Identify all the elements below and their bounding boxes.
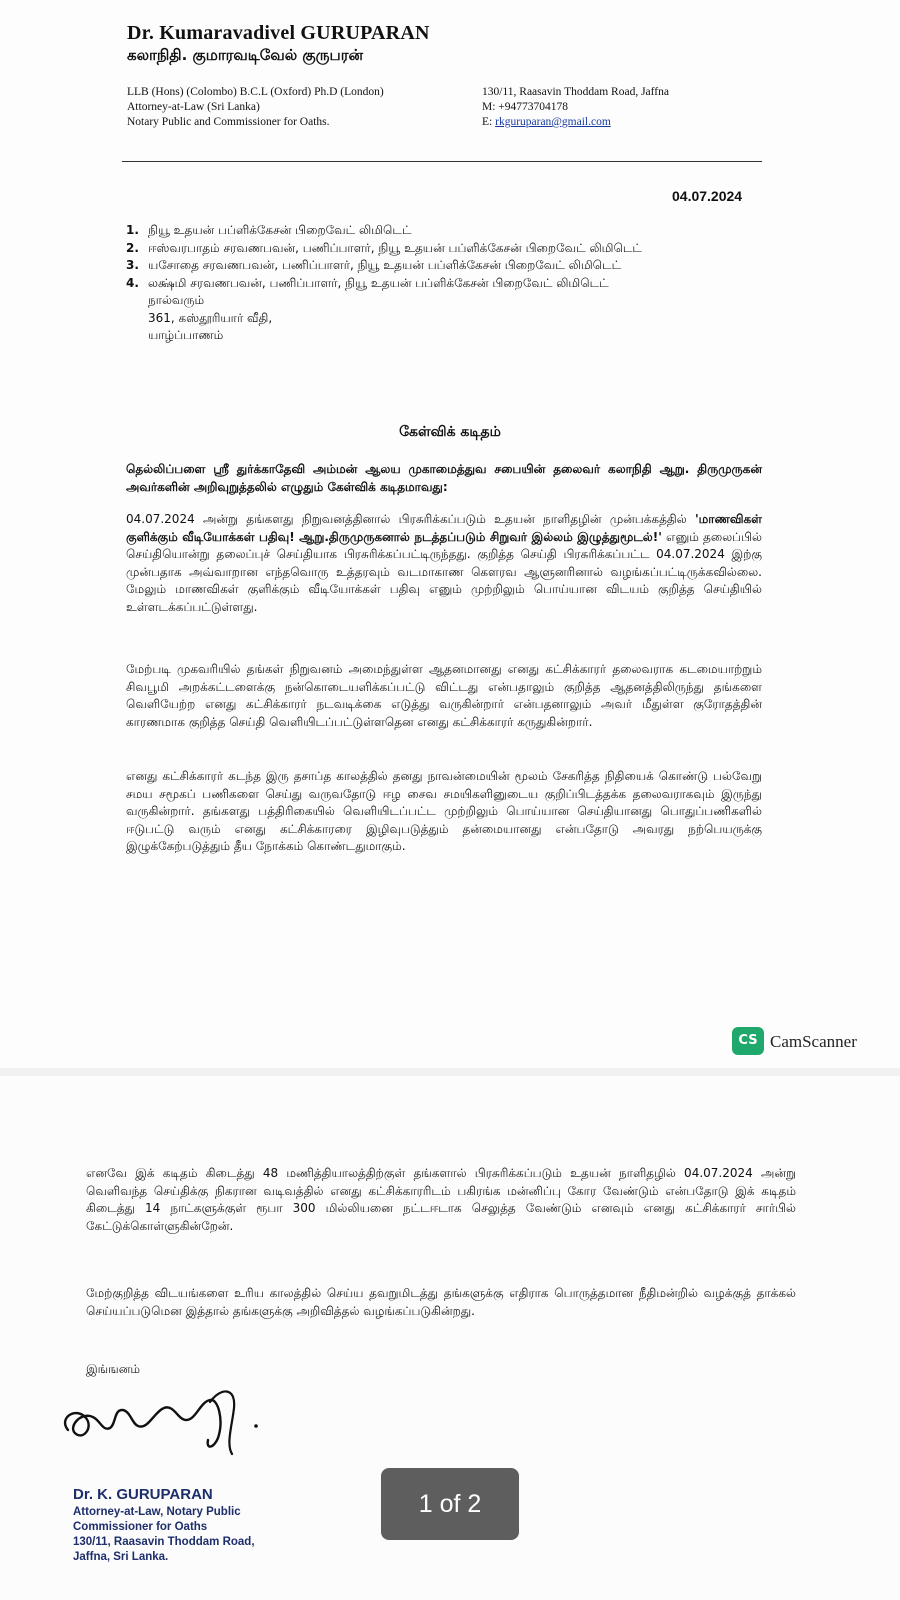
recipient-number: 3. <box>126 258 139 272</box>
recipient-item <box>126 222 746 240</box>
header-divider <box>122 161 762 162</box>
contact-email-row <box>482 115 669 130</box>
recipient-number: 1. <box>126 223 139 237</box>
letterhead-name-tamil: கலாநிதி. குமாரவடிவேல் குருபரன் <box>127 46 363 64</box>
body-paragraph-1 <box>126 511 762 616</box>
body-paragraph-2: மேற்படி முகவரியில் தங்கள் நிறுவனம் அமைந்துள்ள ஆதனமானது எனது கட்சிக்காரர் தலைவராக கடமையாற்றும் சிவபூமி அறக்கட்டளைக்கு நன்கொடையளிக்கப்பட்டு விட்டது என்பதாலும் குறித்த ஆதனத்திலிருந்து தங்களை வெளியேற்ற எனது கட்சிக்காரர் நடவடிக்கை எடுத்து வருகின்றார் என்பதனாலும் அவர் மீதுள்ள குரோதத்தின் காரணமாக குறித்த செய்தி வெளியிடப்பட்டுள்ளதென எனது கட்சிக்காரர் கருதுகின்றார். <box>126 662 762 729</box>
letter-title: கேள்விக் கடிதம் <box>399 424 501 440</box>
recipient-number: 2. <box>126 240 139 255</box>
contact-mobile: M: +94773704178 <box>482 101 569 113</box>
recipient-text: யசோதை சரவணபவன், பணிப்பாளர், நியூ உதயன் பப்ளிக்கேசன் பிறைவேட் லிமிடெட் <box>148 258 622 272</box>
address-line: 361, கஸ்தூரியார் வீதி, <box>148 310 273 325</box>
address-line: நால்வரும் <box>148 293 205 307</box>
letter-date: 04.07.2024 <box>672 188 743 204</box>
demand-paragraph: எனவே இக் கடிதம் கிடைத்து 48 மணித்தியாலத்திற்குள் தங்களால் பிரசுரிக்கப்படும் உதயன் நாளிதழில் 04.07.2024 அன்று வெளிவந்த செய்திக்கு நிகரான வடிவத்தில் எனது கட்சிக்காரரிடம் பகிரங்க மன்னிப்பு கோர வேண்டும் என்பதோடு இக் கடிதம் கிடைத்து 14 நாட்களுக்குள் ரூபா 300 மில்லியனை நட்டஈடாக செலுத்த வேண்டும் எனவும் எனது கட்சிக்காரர் சார்பில் கேட்டுக்கொள்ளுகின்றேன். <box>86 1166 796 1233</box>
letterhead-name: Dr. Kumaravadivel GURUPARAN <box>127 22 430 44</box>
signer-line: 130/11, Raasavin Thoddam Road, <box>73 1536 255 1548</box>
closing-salutation: இங்ஙனம் <box>86 1362 140 1376</box>
recipient-item <box>126 257 746 275</box>
page-indicator: 1 of 2 <box>381 1468 519 1540</box>
recipient-text: ஈஸ்வரபாதம் சரவணபவன், பணிப்பாளர், நியூ உதயன் பப்ளிக்கேசன் பிறைவேட் லிமிடெட் <box>148 240 642 255</box>
email-prefix: E: <box>482 116 496 128</box>
recipient-text: நியூ உதயன் பப்ளிக்கேசன் பிறைவேட் லிமிடெட் <box>148 223 412 237</box>
recipient-item <box>126 240 746 258</box>
credentials-line: LLB (Hons) (Colombo) B.C.L (Oxford) Ph.D (London) <box>127 86 384 98</box>
recipient-number: 4. <box>126 275 139 290</box>
headline-quote: 'மாணவிகள் குளிக்கும் வீடியோக்கள் பதிவு! ஆறு.திருமுருகனால் நடத்தப்படும் சிறுவர் இல்லம் இழுத்துமூடல்!' <box>126 512 762 544</box>
para1-start: 04.07.2024 அன்று தங்களது நிறுவனத்தினால் பிரசுரிக்கப்படும் உதயன் நாளிதழின் முன்பக்கத்தில் <box>126 512 695 526</box>
signer-line: Commissioner for Oaths <box>73 1521 208 1533</box>
para1-rest: எனும் தலைப்பில் செய்தியொன்று தலைப்புச் செய்தியாக பிரசுரிக்கப்பட்டிருந்தது. குறித்த செய்தி பிரசுரிக்கப்பட்ட 04.07.2024 இற்கு முன்பதாக அவ்வாறான எந்தவொரு உத்தரவும் வடமாகாண கௌரவ ஆளுனரினால் வழங்கப்பட்டிருக்கவில்லை. மேலும் மாணவிகள் குளிக்கும் வீடியோக்கள் பதிவு எனும் முற்றிலும் பொய்யான விடயம் குறித்த செய்தியில் உள்ளடக்கப்பட்டுள்ளது. <box>126 529 763 614</box>
credentials-line: Notary Public and Commissioner for Oaths. <box>127 116 330 128</box>
recipient-text: லக்ஷ்மி சரவணபவன், பணிப்பாளர், நியூ உதயன் பப்ளிக்கேசன் பிறைவேட் லிமிடெட் <box>148 275 609 290</box>
recipient-address <box>126 292 746 345</box>
intro-paragraph: தெல்லிப்பளை ஸ்ரீ துர்க்காதேவி அம்மன் ஆலய முகாமைத்துவ சபையின் தலைவர் கலாநிதி ஆறு. திருமுருகன் அவர்களின் அறிவுறுத்தலில் எழுதும் கேள்விக் கடிதமாவது: <box>126 462 762 494</box>
letterhead-contact <box>482 85 669 130</box>
contact-email-link[interactable]: rkguruparan@gmail.com <box>495 116 611 128</box>
notice-paragraph: மேற்குறித்த விடயங்களை உரிய காலத்தில் செய்ய தவறுமிடத்து தங்களுக்கு எதிராக பொருத்தமான நீதிமன்றில் வழக்குத் தாக்கல் செய்யப்படுமென இத்தால் தங்களுக்கு அறிவித்தல் வழங்கப்படுகின்றது. <box>86 1286 796 1318</box>
signer-name: Dr. K. GURUPARAN <box>73 1486 213 1503</box>
signer-details <box>73 1505 255 1565</box>
signer-line: Attorney-at-Law, Notary Public <box>73 1506 241 1518</box>
recipient-block <box>126 222 746 345</box>
signer-line: Jaffna, Sri Lanka. <box>73 1551 169 1563</box>
recipient-item <box>126 275 746 293</box>
letterhead-credentials <box>127 85 384 130</box>
page-separator <box>0 1068 900 1076</box>
body-paragraph-3: எனது கட்சிக்காரர் கடந்த இரு தசாப்த காலத்தில் தனது நாவன்மையின் மூலம் சேகரித்த நிதியைக் கொண்டு பல்வேறு சமய சமூகப் பணிகளை செய்து வருவதோடு ஈழ சைவ சமயிகளினுடைய குறிப்பிடத்தக்க தலைவராகவும் இருந்து வருகின்றார். தங்களது பத்திரிகையில் வெளியிடப்பட்ட முற்றிலும் பொய்யான செய்தியானது பொதுப்பணிகளில் ஈடுபட்டு வரும் எனது கட்சிக்காரரை இழிவுபடுத்தும் தன்மையானது என்பதோடு அவரது நற்பெயருக்கு இழுக்கேற்படுத்தும் தீய நோக்கம் கொண்டதுமாகும். <box>126 769 762 853</box>
camscanner-watermark: CamScanner <box>770 1032 857 1051</box>
contact-address: 130/11, Raasavin Thoddam Road, Jaffna <box>482 86 669 98</box>
camscanner-logo-icon: CS <box>732 1027 764 1055</box>
address-line: யாழ்ப்பாணம் <box>148 328 224 342</box>
handwritten-signature <box>60 1380 290 1475</box>
credentials-line: Attorney-at-Law (Sri Lanka) <box>127 101 260 113</box>
